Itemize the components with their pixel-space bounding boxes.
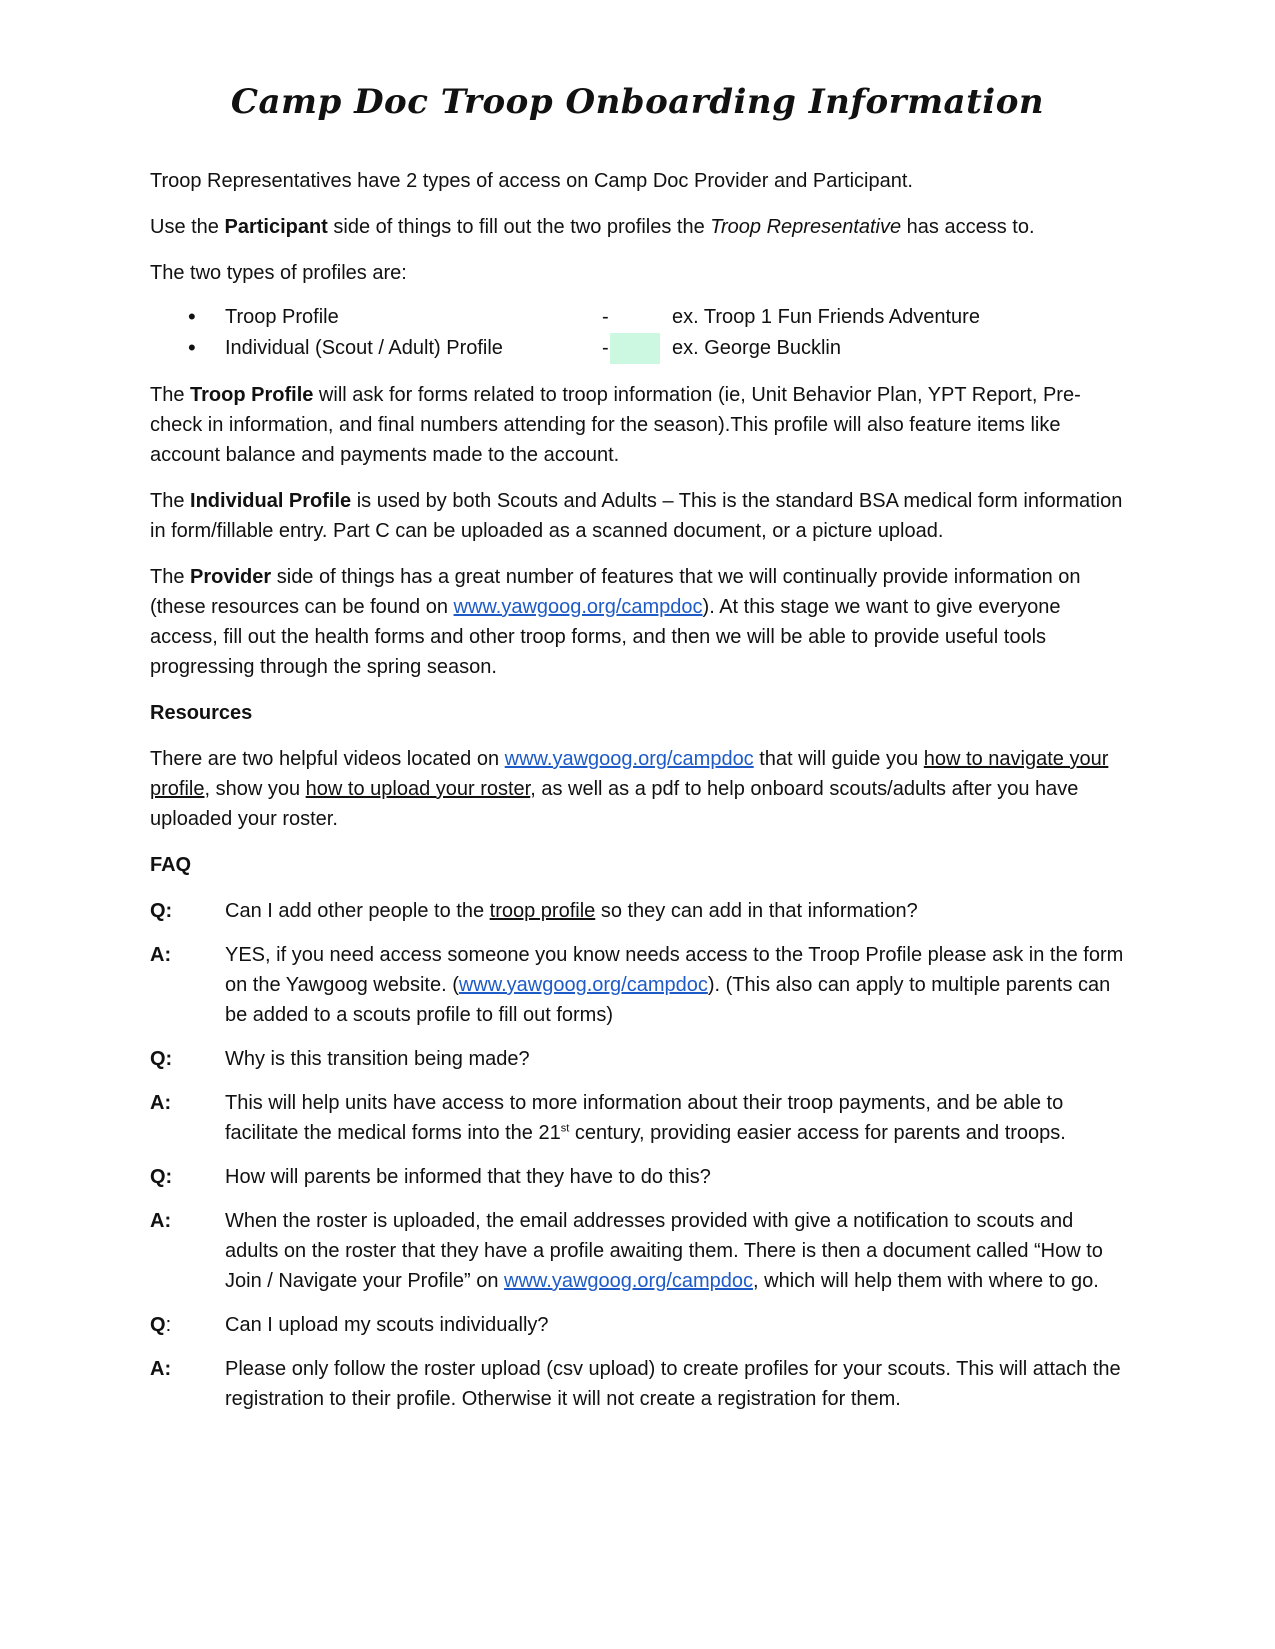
text-run: side of things has a great number of features that we will continually provide information on (these resources can be found on — [150, 566, 1081, 618]
text-run: How will parents be informed that they have to do this? — [225, 1166, 711, 1188]
campdoc-link[interactable]: www.yawgoog.org/campdoc — [453, 596, 703, 618]
troop-profile-paragraph — [150, 380, 1125, 470]
text-run: will ask for forms related to troop information (ie, Unit Behavior Plan, YPT Report, Pre-check in information, and final numbers attending for the season).This profile will also feature items like account balance and payments made to the account. — [150, 384, 1081, 466]
faq-answer-1 — [150, 940, 1125, 1030]
bullet-icon — [188, 302, 208, 333]
answer-tag: A: — [150, 944, 172, 966]
intro-line-3: The two types of profiles are: — [150, 262, 407, 284]
question-tag: Q: — [150, 1048, 173, 1070]
faq-question-1 — [150, 896, 1125, 926]
highlight-mark — [610, 333, 660, 364]
campdoc-link[interactable]: www.yawgoog.org/campdoc — [458, 974, 708, 996]
question-tag: Q: — [150, 900, 173, 922]
participant-bold: Participant — [224, 216, 328, 238]
text-run: Why is this transition being made? — [225, 1048, 530, 1070]
bullet-icon — [188, 333, 208, 364]
answer-tag: A: — [150, 1358, 172, 1380]
navigate-profile-underlined: how to navigate your profile — [150, 748, 1109, 800]
provider-bold: Provider — [190, 566, 272, 588]
resources-paragraph — [150, 744, 1125, 834]
individual-profile-paragraph — [150, 486, 1125, 546]
document-title: Camp Doc Troop Onboarding Information — [230, 82, 1045, 122]
faq-answer-2 — [150, 1088, 1125, 1148]
profile-types-list — [150, 302, 1125, 364]
text-run: , which will help them with where to go. — [753, 1270, 1099, 1292]
intro-line-1: Troop Representatives have 2 types of access on Camp Doc Provider and Participant. — [150, 170, 913, 192]
question-tag-colon: : — [165, 1314, 172, 1336]
profile-example: ex. Troop 1 Fun Friends Adventure — [672, 306, 980, 328]
text-run: that will guide you — [753, 748, 924, 770]
question-tag — [150, 1310, 171, 1340]
ordinal-superscript: st — [560, 1122, 570, 1135]
campdoc-link[interactable]: www.yawgoog.org/campdoc — [504, 1270, 754, 1292]
text-run: century, providing easier access for parents and troops. — [569, 1122, 1066, 1144]
text-run: There are two helpful videos located on — [150, 748, 505, 770]
text-run: Can I add other people to the — [225, 900, 490, 922]
dash-separator: - — [602, 306, 609, 328]
profile-example: ex. George Bucklin — [672, 337, 841, 359]
answer-tag: A: — [150, 1210, 172, 1232]
text-run: This will help units have access to more information about their troop payments, and be able to facilitate the medical forms into the 21 — [225, 1092, 1064, 1144]
faq-answer-4 — [150, 1354, 1125, 1414]
faq-question-4 — [150, 1310, 1125, 1340]
intro-line-2-post: has access to. — [901, 216, 1035, 238]
list-item — [150, 333, 1125, 364]
intro-line-2-mid: side of things to fill out the two profiles the — [327, 216, 711, 238]
list-item — [150, 302, 1125, 333]
profile-type-name: Individual (Scout / Adult) Profile — [225, 337, 503, 359]
individual-profile-bold: Individual Profile — [190, 490, 352, 512]
answer-tag: A: — [150, 1092, 172, 1114]
text-run: The — [150, 384, 191, 406]
text-run: ). (This also can apply to multiple parents can be added to a scouts profile to fill out forms) — [225, 974, 1111, 1026]
text-run: The — [150, 566, 191, 588]
troop-profile-underlined: troop profile — [489, 900, 596, 922]
profile-type-name: Troop Profile — [225, 306, 339, 328]
question-tag-letter: Q — [150, 1314, 166, 1336]
text-run: The — [150, 490, 191, 512]
dash-separator: - — [602, 337, 609, 359]
intro-line-2-pre: Use the — [150, 216, 225, 238]
text-run: YES, if you need access someone you know needs access to the Troop Profile please ask in the form on the Yawgoog website. ( — [225, 944, 1124, 996]
text-run: is used by both Scouts and Adults – This is the standard BSA medical form information in form/fillable entry. Part C can be uploaded as a scanned document, or a picture upload. — [150, 490, 1123, 542]
question-tag: Q: — [150, 1166, 173, 1188]
intro-line-2 — [150, 212, 1125, 242]
troop-profile-bold: Troop Profile — [190, 384, 314, 406]
campdoc-link[interactable]: www.yawgoog.org/campdoc — [504, 748, 754, 770]
text-run: , show you — [204, 778, 306, 800]
upload-roster-underlined: how to upload your roster — [305, 778, 531, 800]
text-run: When the roster is uploaded, the email addresses provided with give a notification to scouts and adults on the roster that they have a profile awaiting them. There is then a document called “How to Join / Navigate your Profile” on — [225, 1210, 1103, 1292]
faq-answer-3 — [150, 1206, 1125, 1296]
text-run: ). At this stage we want to give everyone access, fill out the health forms and other troop forms, and then we will be able to provide useful tools progressing through the spring season. — [150, 596, 1061, 678]
provider-paragraph — [150, 562, 1125, 682]
text-run: , as well as a pdf to help onboard scouts/adults after you have uploaded your roster. — [150, 778, 1079, 830]
text-run: Please only follow the roster upload (csv upload) to create profiles for your scouts. This will attach the registration to their profile. Otherwise it will not create a registration for them. — [225, 1358, 1121, 1410]
faq-question-2 — [150, 1044, 1125, 1074]
text-run: so they can add in that information? — [595, 900, 918, 922]
text-run: Can I upload my scouts individually? — [225, 1314, 549, 1336]
resources-heading: Resources — [150, 702, 253, 724]
faq-heading: FAQ — [150, 854, 192, 876]
troop-representative-italic: Troop Representative — [710, 216, 902, 238]
faq-question-3 — [150, 1162, 1125, 1192]
